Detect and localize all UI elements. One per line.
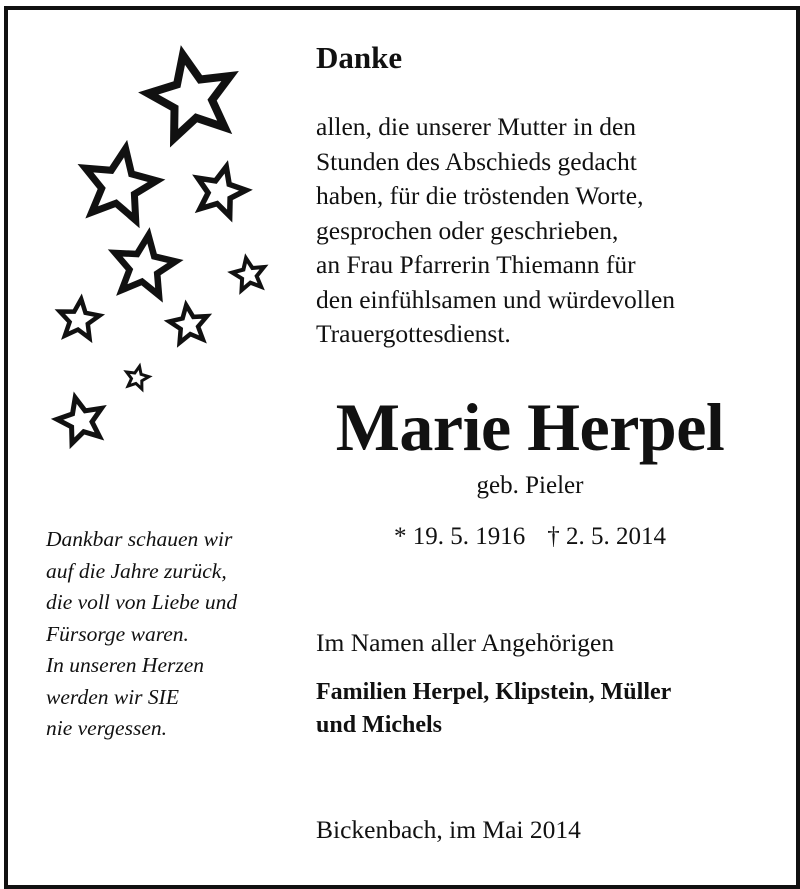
star-outline-icon	[198, 167, 246, 216]
thanks-message-line: allen, die unserer Mutter in den	[316, 112, 637, 141]
death-date: † 2. 5. 2014	[547, 523, 666, 550]
poem-line: nie vergessen.	[46, 716, 167, 740]
deceased-name: Marie Herpel	[335, 389, 725, 465]
family-names	[316, 676, 671, 742]
star-outline-icon	[60, 299, 100, 338]
signature-intro: Im Namen aller Angehörigen	[316, 628, 615, 657]
star-outline-icon	[148, 55, 230, 138]
life-dates	[300, 523, 760, 551]
poem-line: werden wir SIE	[46, 684, 179, 709]
thanks-message-line: gesprochen oder geschrieben,	[316, 215, 619, 245]
memorial-poem	[46, 524, 237, 745]
poem-line: auf die Jahre zurück,	[46, 558, 227, 583]
thanks-message-line: Stunden des Abschieds gedacht	[316, 146, 637, 176]
place-date: Bickenbach, im Mai 2014	[316, 815, 581, 844]
family-names-line: Familien Herpel, Klipstein, Müller	[316, 679, 672, 705]
star-outline-icon	[57, 398, 101, 444]
notice-heading: Danke	[316, 40, 403, 75]
thanks-message-line: Trauergottesdienst.	[316, 319, 511, 348]
maiden-name: geb. Pieler	[476, 472, 584, 499]
thanks-message-line: haben, für die tröstenden Worte,	[316, 181, 644, 210]
poem-line: In unseren Herzen	[46, 653, 205, 677]
thanks-message-line: den einfühlsamen und würdevollen	[316, 284, 676, 314]
thanks-message-line: an Frau Pfarrerin Thiemann für	[316, 250, 636, 279]
thanks-message	[316, 110, 675, 352]
poem-line: Fürsorge waren.	[46, 621, 189, 646]
family-names-line: und Michels	[316, 712, 443, 738]
star-outline-icon	[127, 366, 149, 389]
star-outline-icon	[169, 305, 207, 343]
star-outline-icon	[85, 149, 156, 221]
poem-line: die voll von Liebe und	[46, 590, 238, 614]
birth-date: * 19. 5. 1916	[394, 523, 526, 550]
star-outline-icon	[115, 235, 175, 295]
poem-line: Dankbar schauen wir	[46, 527, 233, 551]
star-outline-icon	[232, 258, 264, 290]
